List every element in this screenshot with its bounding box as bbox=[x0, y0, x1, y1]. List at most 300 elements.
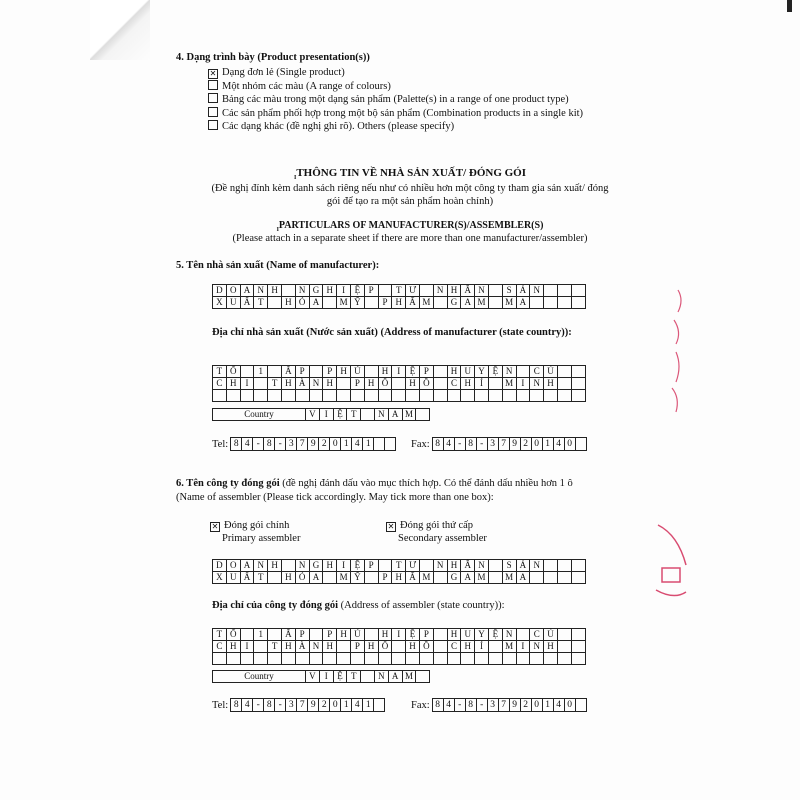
assembler-address-cell bbox=[268, 629, 282, 641]
assembler-name-cell bbox=[268, 572, 282, 584]
manufacturer-address-cell bbox=[488, 390, 502, 402]
manufacturer-address-label bbox=[212, 327, 572, 338]
assembler-name-cell: P bbox=[378, 572, 392, 584]
presentation-option-label: Một nhóm các màu (A range of colours) bbox=[222, 81, 391, 93]
secondary-assembler-vn: Đóng gói thứ cấp bbox=[400, 520, 474, 531]
assembler-address-cell bbox=[461, 653, 475, 665]
manufacturer-name-cell bbox=[544, 285, 558, 297]
assembler-address-cell: Ấ bbox=[281, 629, 295, 641]
manufacturer-address-cell bbox=[378, 390, 392, 402]
manufacturer-address-cell: H bbox=[323, 378, 337, 390]
assembler-address-cell: H bbox=[378, 629, 392, 641]
manufacturer-name-row bbox=[213, 297, 586, 309]
assembler-fax-digit: 1 bbox=[542, 699, 553, 712]
manufacturer-name-cell: A bbox=[240, 285, 254, 297]
assembler-address-cell bbox=[392, 641, 406, 653]
assembler-name-cell: H bbox=[447, 560, 461, 572]
assembler-address-cell: P bbox=[295, 629, 309, 641]
assembler-address-cell bbox=[350, 653, 364, 665]
manufacturer-fax-digit: 2 bbox=[520, 438, 531, 451]
manufacturer-name-cell: P bbox=[378, 297, 392, 309]
assembler-tel-digit: 4 bbox=[242, 699, 253, 712]
assembler-name-cell: M bbox=[502, 572, 516, 584]
assembler-address-cell bbox=[488, 653, 502, 665]
primary-assembler-option[interactable] bbox=[210, 520, 289, 532]
manufacturer-name-cell bbox=[364, 297, 378, 309]
assembler-name-cell bbox=[544, 560, 558, 572]
assembler-name-cell: H bbox=[268, 560, 282, 572]
assembler-address-cell bbox=[254, 653, 268, 665]
assembler-address-cell: 1 bbox=[254, 629, 268, 641]
manufacturer-name-cell: T bbox=[392, 285, 406, 297]
assembler-name-cell bbox=[364, 572, 378, 584]
assembler-tel-grid bbox=[230, 698, 385, 712]
manufacturer-address-cell: H bbox=[226, 378, 240, 390]
assembler-address-cell bbox=[406, 653, 420, 665]
assembler-name-cell: G bbox=[309, 560, 323, 572]
manufacturer-fax bbox=[411, 437, 587, 451]
manufacturer-name-cell: H bbox=[323, 285, 337, 297]
assembler-name-cell: G bbox=[447, 572, 461, 584]
assembler-address-cell: Ú bbox=[350, 629, 364, 641]
manufacturer-address-cell: H bbox=[364, 378, 378, 390]
assembler-address-cell bbox=[337, 641, 351, 653]
presentation-option[interactable] bbox=[208, 120, 454, 132]
heading-en-marker: I bbox=[276, 227, 279, 233]
assembler-address-cell bbox=[240, 653, 254, 665]
manufacturer-fax-grid bbox=[432, 437, 587, 451]
assembler-address-row bbox=[213, 653, 586, 665]
page-fold-corner bbox=[90, 0, 150, 60]
manufacturer-address-cell bbox=[364, 366, 378, 378]
heading-vn-marker: I bbox=[293, 175, 297, 182]
manufacturer-name-cell bbox=[544, 297, 558, 309]
assembler-fax-label: Fax: bbox=[411, 699, 430, 711]
assembler-address-label-bold: Địa chỉ của công ty đóng gói bbox=[212, 600, 339, 611]
assembler-fax-grid bbox=[432, 698, 587, 712]
manufacturer-address-cell: H bbox=[461, 378, 475, 390]
manufacturer-name-cell: M bbox=[337, 297, 351, 309]
assembler-tel-digit bbox=[374, 699, 385, 712]
presentation-option-label: Các dạng khác (đề nghị ghi rõ). Others (please specify) bbox=[222, 120, 455, 132]
heading-en-note: (Please attach in a separate sheet if there are more than one manufacturer/assembler) bbox=[232, 233, 588, 244]
manufacturer-fax-digit: 9 bbox=[509, 438, 520, 451]
assembler-address-cell bbox=[254, 641, 268, 653]
manufacturer-name-cell: H bbox=[268, 285, 282, 297]
assembler-name-cell: A bbox=[240, 560, 254, 572]
manufacturer-country-cell bbox=[361, 409, 375, 421]
manufacturer-name-cell bbox=[378, 285, 392, 297]
manufacturer-address-cell: M bbox=[502, 378, 516, 390]
manufacturer-address-cell bbox=[475, 390, 489, 402]
assembler-address-cell: Ệ bbox=[488, 629, 502, 641]
assembler-address-cell: Ệ bbox=[406, 629, 420, 641]
assembler-name-cell bbox=[557, 572, 571, 584]
assembler-fax-digit: - bbox=[454, 699, 465, 712]
manufacturer-address-cell bbox=[337, 390, 351, 402]
assembler-address-row bbox=[213, 641, 586, 653]
manufacturer-country-cell: T bbox=[347, 409, 361, 421]
assembler-address-cell bbox=[557, 641, 571, 653]
manufacturer-tel-digit: 9 bbox=[308, 438, 319, 451]
assembler-name-cell: O bbox=[226, 560, 240, 572]
assembler-address-cell bbox=[309, 653, 323, 665]
manufacturer-address-cell bbox=[268, 390, 282, 402]
manufacturer-name-cell bbox=[281, 285, 295, 297]
assembler-name-cell: Ả bbox=[516, 560, 530, 572]
assembler-name-cell: H bbox=[281, 572, 295, 584]
assembler-address-cell: C bbox=[530, 629, 544, 641]
manufacturer-name-cell: H bbox=[447, 285, 461, 297]
assembler-fax-digit: 2 bbox=[520, 699, 531, 712]
assembler-address-cell bbox=[268, 653, 282, 665]
presentation-checkbox[interactable]: ✕ bbox=[209, 69, 217, 78]
assembler-name-cell: U bbox=[226, 572, 240, 584]
assembler-fax-digit: 8 bbox=[465, 699, 476, 712]
manufacturer-address-cell bbox=[544, 390, 558, 402]
manufacturer-tel-label: Tel: bbox=[212, 438, 229, 450]
manufacturer-address-cell bbox=[516, 390, 530, 402]
manufacturer-address-cell bbox=[309, 390, 323, 402]
assembler-name-cell bbox=[571, 560, 585, 572]
assembler-address-cell bbox=[364, 629, 378, 641]
assembler-country-cell bbox=[416, 671, 430, 683]
manufacturer-address-cell bbox=[240, 390, 254, 402]
manufacturer-name-cell bbox=[530, 297, 544, 309]
assembler-address-cell bbox=[571, 653, 585, 665]
assembler-name-cell bbox=[571, 572, 585, 584]
manufacturer-address-cell bbox=[557, 390, 571, 402]
manufacturer-address-cell bbox=[557, 366, 571, 378]
manufacturer-address-cell: H bbox=[378, 366, 392, 378]
manufacturer-country-label: Country bbox=[213, 409, 306, 421]
presentation-checkbox[interactable] bbox=[208, 93, 218, 103]
assembler-name-cell: M bbox=[337, 572, 351, 584]
manufacturer-address-cell bbox=[350, 390, 364, 402]
section6-title-rest: (đề nghị đánh dấu vào mục thích hợp. Có thể đánh dấu nhiều hơn 1 ô bbox=[279, 478, 573, 489]
assembler-address-cell: Í bbox=[475, 641, 489, 653]
manufacturer-address-cell bbox=[461, 390, 475, 402]
manufacturer-address-cell: T bbox=[268, 378, 282, 390]
manufacturer-name-cell: H bbox=[392, 297, 406, 309]
manufacturer-address-cell: I bbox=[516, 378, 530, 390]
assembler-name-cell bbox=[544, 572, 558, 584]
manufacturer-name-cell: O bbox=[226, 285, 240, 297]
manufacturer-address-cell bbox=[254, 390, 268, 402]
assembler-address-cell: N bbox=[309, 641, 323, 653]
assembler-address-cell: T bbox=[268, 641, 282, 653]
presentation-option-label: Dạng đơn lẻ (Single product) bbox=[222, 67, 345, 78]
assembler-name-cell bbox=[419, 560, 433, 572]
assembler-country-cell: M bbox=[402, 671, 416, 683]
assembler-country-cell bbox=[361, 671, 375, 683]
section4-title: 4. Dạng trình bày (Product presentation(s)) bbox=[176, 52, 370, 63]
assembler-address-cell: Ủ bbox=[544, 629, 558, 641]
assembler-country-cell: I bbox=[319, 671, 333, 683]
manufacturer-address-cell bbox=[295, 390, 309, 402]
manufacturer-address-cell bbox=[530, 390, 544, 402]
manufacturer-tel-digit: 7 bbox=[297, 438, 308, 451]
manufacturer-name-cell: P bbox=[364, 285, 378, 297]
heading-vn-note-1: (Đề nghị đính kèm danh sách riêng nếu như có nhiều hơn một công ty tham gia sản xuất/ đóng bbox=[211, 183, 609, 194]
section5-title: 5. Tên nhà sản xuất (Name of manufacturer): bbox=[176, 260, 380, 271]
heading-vn-note-2: gói để tạo ra một sản phẩm hoàn chỉnh) bbox=[326, 196, 494, 207]
secondary-assembler-checkbox[interactable]: ✕ bbox=[387, 522, 395, 531]
assembler-address-cell bbox=[433, 629, 447, 641]
manufacturer-country-cell: Ệ bbox=[333, 409, 347, 421]
assembler-address-cell: C bbox=[213, 641, 227, 653]
assembler-address-cell: À bbox=[295, 641, 309, 653]
manufacturer-name-cell: G bbox=[447, 297, 461, 309]
manufacturer-address-cell: P bbox=[295, 366, 309, 378]
assembler-address-cell: Ổ bbox=[226, 629, 240, 641]
manufacturer-address-cell bbox=[433, 390, 447, 402]
manufacturer-name-cell bbox=[557, 285, 571, 297]
primary-assembler-en: Primary assembler bbox=[222, 533, 301, 544]
manufacturer-address-cell: 1 bbox=[254, 366, 268, 378]
presentation-option[interactable] bbox=[208, 67, 345, 79]
manufacturer-tel-digit bbox=[385, 438, 396, 451]
assembler-name-cell: X bbox=[213, 572, 227, 584]
presentation-option[interactable] bbox=[208, 107, 583, 119]
assembler-name-cell: M bbox=[419, 572, 433, 584]
secondary-assembler-option[interactable] bbox=[386, 520, 473, 532]
assembler-address-cell bbox=[530, 653, 544, 665]
manufacturer-name-cell: M bbox=[419, 297, 433, 309]
assembler-fax-digit: 4 bbox=[553, 699, 564, 712]
manufacturer-name-cell: N bbox=[295, 285, 309, 297]
manufacturer-fax-digit: 8 bbox=[465, 438, 476, 451]
assembler-address-cell: N bbox=[530, 641, 544, 653]
heading-en-title bbox=[150, 220, 670, 233]
manufacturer-address-cell bbox=[406, 390, 420, 402]
assembler-country-cell: V bbox=[306, 671, 320, 683]
assembler-name-cell: N bbox=[530, 560, 544, 572]
assembler-address-cell: U bbox=[461, 629, 475, 641]
manufacturer-country-cell: M bbox=[402, 409, 416, 421]
presentation-checkbox[interactable] bbox=[208, 80, 218, 90]
assembler-tel bbox=[212, 698, 385, 712]
assembler-name-cell bbox=[433, 572, 447, 584]
assembler-name-cell: T bbox=[254, 572, 268, 584]
manufacturer-name-cell bbox=[419, 285, 433, 297]
assembler-name-cell bbox=[281, 560, 295, 572]
manufacturer-name-cell: I bbox=[337, 285, 351, 297]
manufacturer-address-row bbox=[213, 390, 586, 402]
manufacturer-fax-digit: 3 bbox=[487, 438, 498, 451]
section6-title bbox=[176, 478, 573, 489]
manufacturer-tel-digit: 8 bbox=[264, 438, 275, 451]
manufacturer-name-cell bbox=[323, 297, 337, 309]
assembler-address-cell bbox=[516, 629, 530, 641]
assembler-name-cell: N bbox=[254, 560, 268, 572]
manufacturer-address-cell bbox=[571, 366, 585, 378]
assembler-address-cell bbox=[433, 653, 447, 665]
manufacturer-name-cell bbox=[571, 285, 585, 297]
manufacturer-name-cell: S bbox=[502, 285, 516, 297]
assembler-name-cell: Â bbox=[461, 560, 475, 572]
assembler-address-cell bbox=[281, 653, 295, 665]
assembler-tel-label: Tel: bbox=[212, 699, 229, 711]
assembler-name-row bbox=[213, 572, 586, 584]
manufacturer-fax-digit bbox=[575, 438, 586, 451]
assembler-name-cell: I bbox=[337, 560, 351, 572]
assembler-address-cell: P bbox=[323, 629, 337, 641]
assembler-address-label-rest: (Address of assembler (state country)): bbox=[338, 600, 505, 611]
manufacturer-country-cell: A bbox=[388, 409, 402, 421]
assembler-name-grid bbox=[212, 559, 586, 584]
assembler-name-cell: A bbox=[309, 572, 323, 584]
manufacturer-address-cell: Ấ bbox=[281, 366, 295, 378]
manufacturer-address-cell: N bbox=[530, 378, 544, 390]
manufacturer-country-cell: I bbox=[319, 409, 333, 421]
assembler-address-cell: H bbox=[323, 641, 337, 653]
manufacturer-tel-digit: 3 bbox=[286, 438, 297, 451]
assembler-address-cell: P bbox=[419, 629, 433, 641]
manufacturer-address-cell bbox=[571, 378, 585, 390]
manufacturer-address-cell: C bbox=[213, 378, 227, 390]
manufacturer-name-cell: Ó bbox=[295, 297, 309, 309]
manufacturer-name-cell bbox=[433, 297, 447, 309]
presentation-option[interactable] bbox=[208, 93, 569, 105]
assembler-name-cell: Ỹ bbox=[350, 572, 364, 584]
manufacturer-name-cell: Â bbox=[461, 285, 475, 297]
assembler-fax-digit: 0 bbox=[531, 699, 542, 712]
secondary-assembler-en: Secondary assembler bbox=[398, 533, 487, 544]
manufacturer-name-cell: H bbox=[281, 297, 295, 309]
presentation-checkbox[interactable] bbox=[208, 120, 218, 130]
assembler-address-cell: I bbox=[392, 629, 406, 641]
manufacturer-country-cell bbox=[416, 409, 430, 421]
manufacturer-name-cell: N bbox=[433, 285, 447, 297]
manufacturer-name-cell: N bbox=[530, 285, 544, 297]
assembler-address-cell: I bbox=[516, 641, 530, 653]
manufacturer-address-cell bbox=[254, 378, 268, 390]
manufacturer-address-cell: Ủ bbox=[544, 366, 558, 378]
manufacturer-address-cell bbox=[433, 378, 447, 390]
manufacturer-address-row bbox=[213, 378, 586, 390]
manufacturer-fax-digit: - bbox=[454, 438, 465, 451]
assembler-name-cell bbox=[378, 560, 392, 572]
assembler-address-cell bbox=[557, 629, 571, 641]
assembler-name-cell: A bbox=[461, 572, 475, 584]
primary-assembler-checkbox[interactable]: ✕ bbox=[211, 522, 219, 531]
assembler-name-cell: H bbox=[392, 572, 406, 584]
manufacturer-fax-digit: 4 bbox=[443, 438, 454, 451]
manufacturer-address-cell bbox=[392, 378, 406, 390]
assembler-address-cell: H bbox=[544, 641, 558, 653]
assembler-address-cell bbox=[502, 653, 516, 665]
manufacturer-tel-digit: 4 bbox=[352, 438, 363, 451]
assembler-address-cell: T bbox=[213, 629, 227, 641]
section6-title-line2: (Name of assembler (Please tick accordingly. May tick more than one box): bbox=[176, 492, 494, 503]
assembler-fax-digit: 3 bbox=[487, 699, 498, 712]
manufacturer-address-cell bbox=[392, 390, 406, 402]
section6-title-bold: 6. Tên công ty đóng gói bbox=[176, 478, 280, 489]
assembler-country-cell: Ệ bbox=[333, 671, 347, 683]
assembler-name-cell: N bbox=[475, 560, 489, 572]
presentation-option[interactable] bbox=[208, 80, 391, 92]
manufacturer-tel-grid bbox=[230, 437, 396, 451]
assembler-name-cell bbox=[557, 560, 571, 572]
assembler-address-cell: C bbox=[447, 641, 461, 653]
assembler-address-cell bbox=[419, 653, 433, 665]
assembler-address-cell bbox=[557, 653, 571, 665]
assembler-name-cell: H bbox=[323, 560, 337, 572]
primary-assembler-vn: Đóng gói chính bbox=[224, 520, 290, 531]
manufacturer-tel-digit bbox=[374, 438, 385, 451]
manufacturer-country-cell: N bbox=[374, 409, 388, 421]
assembler-country-cell: A bbox=[388, 671, 402, 683]
manufacturer-address-label-text: Địa chỉ nhà sản xuất (Nước sản xuất) (Address of manufacturer (state country)): bbox=[212, 327, 572, 338]
assembler-address-cell: H bbox=[226, 641, 240, 653]
manufacturer-name-cell bbox=[268, 297, 282, 309]
manufacturer-tel-digit: 1 bbox=[363, 438, 374, 451]
manufacturer-tel bbox=[212, 437, 396, 451]
assembler-address-cell: H bbox=[364, 641, 378, 653]
manufacturer-tel-digit: 1 bbox=[341, 438, 352, 451]
manufacturer-address-cell bbox=[240, 366, 254, 378]
manufacturer-address-cell bbox=[226, 390, 240, 402]
manufacturer-name-cell: M bbox=[502, 297, 516, 309]
manufacturer-name-cell: X bbox=[213, 297, 227, 309]
manufacturer-tel-digit: 8 bbox=[231, 438, 242, 451]
manufacturer-name-cell: A bbox=[516, 297, 530, 309]
manufacturer-name-cell: Ỹ bbox=[350, 297, 364, 309]
manufacturer-country-row bbox=[212, 408, 430, 421]
assembler-address-label bbox=[212, 600, 505, 611]
assembler-fax-digit: - bbox=[476, 699, 487, 712]
manufacturer-address-grid bbox=[212, 365, 586, 402]
assembler-address-cell bbox=[240, 629, 254, 641]
manufacturer-fax-digit: 7 bbox=[498, 438, 509, 451]
manufacturer-address-cell: U bbox=[461, 366, 475, 378]
assembler-fax-digit: 4 bbox=[443, 699, 454, 712]
assembler-name-cell: M bbox=[475, 572, 489, 584]
assembler-name-cell: Ẩ bbox=[406, 572, 420, 584]
heading-vn-title bbox=[150, 167, 670, 181]
manufacturer-name-cell: Ả bbox=[516, 285, 530, 297]
manufacturer-name-cell: G bbox=[309, 285, 323, 297]
assembler-address-cell: H bbox=[337, 629, 351, 641]
assembler-fax-digit: 8 bbox=[432, 699, 443, 712]
manufacturer-address-cell: Ố bbox=[378, 378, 392, 390]
assembler-name-cell: N bbox=[433, 560, 447, 572]
assembler-address-cell: Ồ bbox=[419, 641, 433, 653]
manufacturer-name-cell bbox=[557, 297, 571, 309]
manufacturer-address-cell: N bbox=[309, 378, 323, 390]
assembler-address-cell bbox=[226, 653, 240, 665]
assembler-address-grid bbox=[212, 628, 586, 665]
heading-en-text: PARTICULARS OF MANUFACTURER(S)/ASSEMBLER(S) bbox=[278, 220, 544, 231]
assembler-country-cell: N bbox=[374, 671, 388, 683]
assembler-address-cell bbox=[475, 653, 489, 665]
assembler-name-row bbox=[213, 560, 586, 572]
manufacturer-name-cell bbox=[488, 285, 502, 297]
manufacturer-address-cell: P bbox=[350, 378, 364, 390]
manufacturer-name-row bbox=[213, 285, 586, 297]
assembler-name-cell bbox=[323, 572, 337, 584]
assembler-tel-digit: 2 bbox=[319, 699, 330, 712]
manufacturer-address-cell bbox=[557, 378, 571, 390]
manufacturer-address-cell: T bbox=[213, 366, 227, 378]
assembler-address-cell: Ố bbox=[378, 641, 392, 653]
assembler-address-cell: M bbox=[502, 641, 516, 653]
presentation-checkbox[interactable] bbox=[208, 107, 218, 117]
manufacturer-tel-digit: 4 bbox=[242, 438, 253, 451]
assembler-address-cell: Y bbox=[475, 629, 489, 641]
assembler-address-cell bbox=[544, 653, 558, 665]
